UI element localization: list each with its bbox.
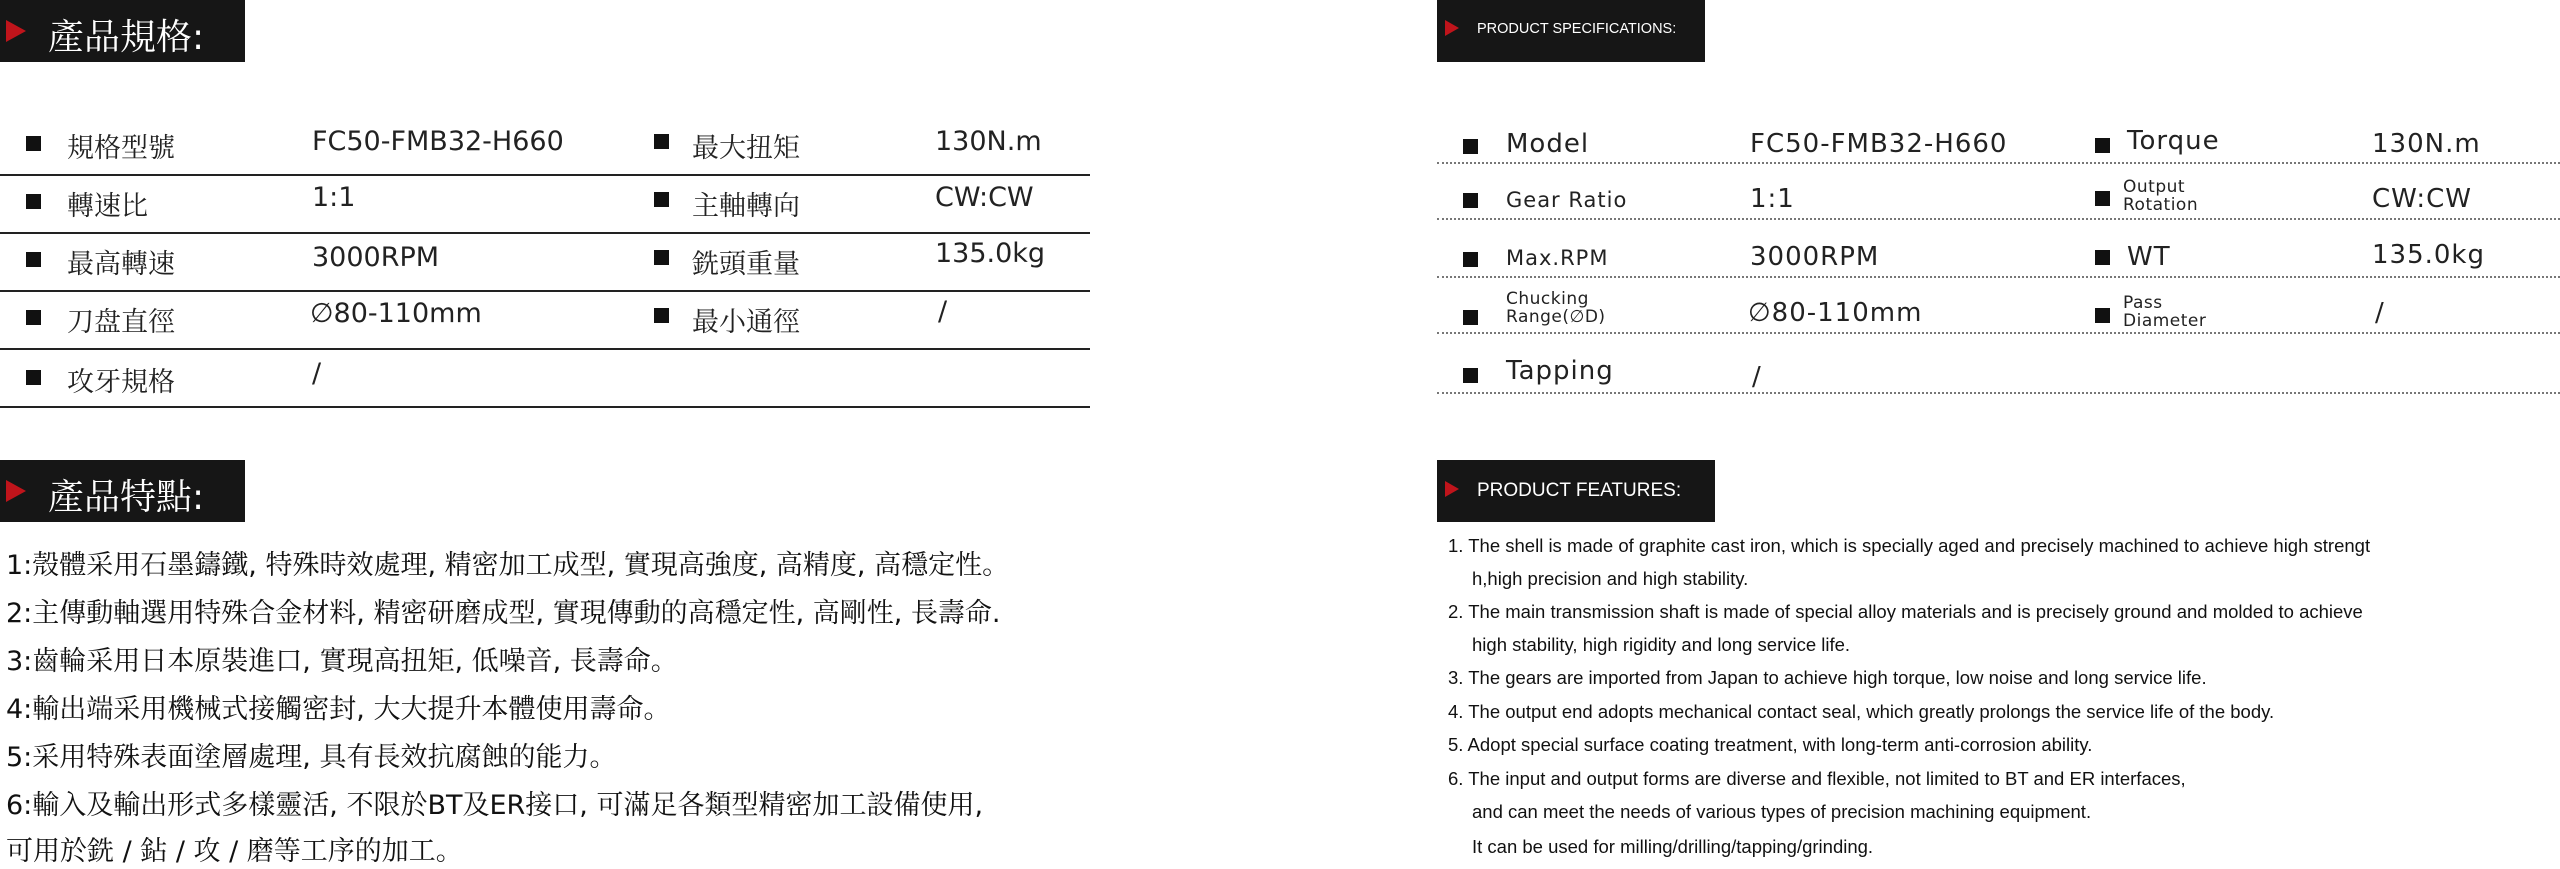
cn-spec-row	[0, 348, 1090, 408]
en-feature-line: 3. The gears are imported from Japan to achieve high torque, low noise and long service life.	[1448, 667, 2207, 688]
en-spec-value: 1:1	[1750, 184, 1795, 214]
cn-spec-value: CW:CW	[935, 182, 1034, 213]
en-spec-row	[1437, 120, 2560, 164]
cn-spec-row	[0, 232, 1090, 292]
red-triangle-icon	[1445, 481, 1459, 497]
cn-spec-title: 產品規格:	[48, 17, 205, 58]
en-spec-label-line: Range(∅D)	[1506, 307, 1606, 327]
cn-spec-value: /	[938, 296, 948, 327]
bullet-square-icon	[654, 192, 669, 207]
en-spec-label: Torque	[2127, 126, 2220, 156]
red-triangle-icon	[6, 20, 26, 42]
cn-spec-value: 1:1	[312, 182, 356, 213]
en-spec-label-line: Diameter	[2123, 311, 2207, 331]
cn-spec-value: FC50-FMB32-H660	[312, 126, 564, 157]
bullet-square-icon	[2095, 308, 2110, 323]
bullet-square-icon	[654, 134, 669, 149]
en-spec-row	[1437, 218, 2560, 278]
en-spec-label: Gear Ratio	[1506, 188, 1628, 212]
cn-spec-label: 最大扭矩	[692, 133, 800, 164]
bullet-square-icon	[26, 370, 41, 385]
cn-spec-value: 3000RPM	[312, 242, 440, 273]
en-spec-title: PRODUCT SPECIFICATIONS:	[1477, 21, 1677, 37]
bullet-square-icon	[1463, 193, 1478, 208]
en-spec-label	[1506, 290, 1606, 326]
bullet-square-icon	[1463, 139, 1478, 154]
en-spec-label: Tapping	[1506, 356, 1614, 386]
en-feature-line: 4. The output end adopts mechanical contact seal, which greatly prolongs the service life of the body.	[1448, 701, 2275, 722]
cn-spec-value: 135.0kg	[935, 238, 1046, 269]
en-feature-line: high stability, high rigidity and long service life.	[1472, 634, 1851, 655]
bullet-square-icon	[654, 308, 669, 323]
bullet-square-icon	[26, 252, 41, 267]
cn-feature-line: 4:輸出端采用機械式接觸密封, 大大提升本體使用壽命。	[6, 694, 671, 725]
en-spec-label-line: Chucking	[1506, 289, 1589, 309]
cn-spec-label: 最小通徑	[692, 307, 800, 338]
cn-spec-value: /	[312, 358, 322, 389]
en-spec-label	[2123, 178, 2198, 214]
en-spec-value: CW:CW	[2372, 184, 2472, 214]
cn-feature-line: 6:輸入及輸出形式多樣靈活, 不限於BT及ER接口, 可滿足各類型精密加工設備使用,	[6, 790, 984, 821]
en-spec-row	[1437, 332, 2560, 394]
en-spec-label-line: Output	[2123, 177, 2186, 197]
cn-feature-line: 2:主傳動軸選用特殊合金材料, 精密研磨成型, 實現傳動的高穩定性, 高剛性, 長壽命.	[6, 598, 1001, 629]
cn-spec-label: 銑頭重量	[692, 249, 800, 280]
en-spec-value: /	[2375, 298, 2385, 328]
en-spec-label: Max.RPM	[1506, 246, 1609, 270]
en-feature-line: 1. The shell is made of graphite cast iron, which is specially aged and precisely machined to achieve high strengt	[1448, 535, 2371, 556]
en-spec-value: /	[1752, 362, 1762, 392]
bullet-square-icon	[1463, 310, 1478, 325]
en-feature-line: and can meet the needs of various types of precision machining equipment.	[1472, 801, 2092, 822]
cn-spec-row	[0, 290, 1090, 350]
cn-spec-label: 規格型號	[67, 133, 175, 164]
cn-spec-label: 轉速比	[67, 191, 148, 222]
bullet-square-icon	[1463, 252, 1478, 267]
bullet-square-icon	[654, 250, 669, 265]
cn-spec-label: 刀盘直徑	[67, 307, 175, 338]
en-spec-value: ∅80-110mm	[1748, 298, 1923, 328]
cn-feature-line: 可用於銑 / 鉆 / 攻 / 磨等工序的加工。	[6, 836, 463, 867]
en-feature-line: It can be used for milling/drilling/tapping/grinding.	[1472, 836, 1874, 857]
cn-spec-row	[0, 116, 1090, 176]
en-spec-value: 3000RPM	[1750, 242, 1880, 272]
en-spec-label: Model	[1506, 129, 1590, 159]
cn-feature-line: 3:齒輪采用日本原裝進口, 實現高扭矩, 低噪音, 長壽命。	[6, 646, 678, 677]
en-features-header	[1437, 460, 1715, 522]
cn-spec-label: 攻牙規格	[67, 367, 175, 398]
cn-spec-header	[0, 0, 245, 62]
cn-spec-label: 主軸轉向	[692, 191, 800, 222]
en-spec-value: 130N.m	[2372, 129, 2481, 159]
en-spec-label: WT	[2127, 242, 2171, 272]
bullet-square-icon	[26, 194, 41, 209]
bullet-square-icon	[2095, 250, 2110, 265]
cn-spec-label: 最高轉速	[67, 249, 175, 280]
cn-spec-value: ∅80-110mm	[310, 298, 482, 329]
cn-feature-line: 5:采用特殊表面塗層處理, 具有長效抗腐蝕的能力。	[6, 742, 617, 773]
en-feature-line: h,high precision and high stability.	[1472, 568, 1749, 589]
en-spec-value: FC50-FMB32-H660	[1750, 129, 2008, 159]
red-triangle-icon	[6, 480, 26, 502]
cn-features-title: 產品特點:	[48, 477, 205, 518]
red-triangle-icon	[1445, 20, 1459, 36]
en-feature-line: 5. Adopt special surface coating treatment, with long-term anti-corrosion ability.	[1448, 734, 2093, 755]
en-spec-row	[1437, 276, 2560, 334]
bullet-square-icon	[26, 136, 41, 151]
en-spec-label-line: Rotation	[2123, 195, 2199, 215]
en-feature-line: 6. The input and output forms are diverse and flexible, not limited to BT and ER interfaces,	[1448, 768, 2186, 789]
en-spec-label-line: Pass	[2123, 293, 2163, 313]
cn-spec-value: 130N.m	[935, 126, 1042, 157]
en-spec-label	[2123, 294, 2206, 330]
cn-features-header	[0, 460, 245, 522]
en-spec-header	[1437, 0, 1705, 62]
en-spec-row	[1437, 162, 2560, 220]
en-features-title: PRODUCT FEATURES:	[1477, 480, 1682, 501]
en-feature-line: 2. The main transmission shaft is made of special alloy materials and is precisely ground and molded to achieve	[1448, 601, 2363, 622]
cn-spec-row	[0, 174, 1090, 234]
bullet-square-icon	[2095, 191, 2110, 206]
bullet-square-icon	[2095, 138, 2110, 153]
bullet-square-icon	[26, 310, 41, 325]
cn-feature-line: 1:殼體采用石墨鑄鐵, 特殊時效處理, 精密加工成型, 實現高強度, 高精度, 高穩定性。	[6, 550, 1010, 581]
en-spec-value: 135.0kg	[2372, 240, 2485, 270]
bullet-square-icon	[1463, 368, 1478, 383]
